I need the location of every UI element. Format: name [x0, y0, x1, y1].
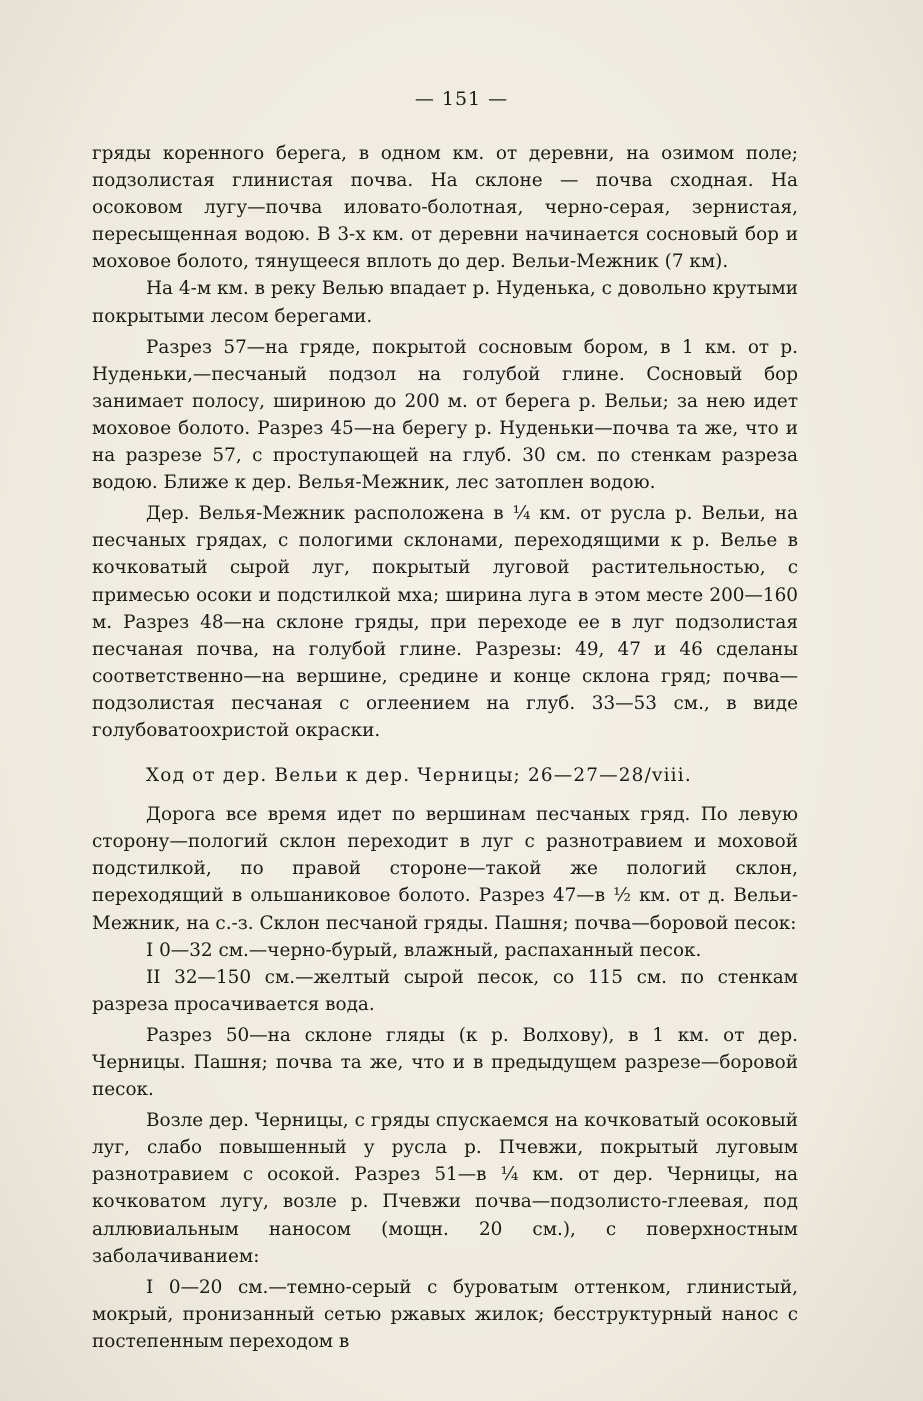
- paragraph-section-57: Разрез 57—на гряде, покрытой сосновым бором, в 1 км. от р. Нуденьки,—песчаный подзол на голубой глине. Сосновый бор занимает полосу, шириною до 200 м. от берега р. Вельи; за нею идет моховое болото. Разрез 45—на берегу р. Нуденьки—почва та же, что и на разрезе 57, с проступающей на глуб. 30 см. по стенкам разреза водою. Ближе к дер. Велья-Межник, лес затоплен водою.: [92, 336, 798, 494]
- paragraph-velya-mezhnik: Дер. Велья-Межник расположена в ¼ км. от русла р. Вельи, на песчаных грядах, с пологими склонами, переходящими к р. Велье в кочковатый сырой луг, покрытый луговой растительностью, с примесью осоки и подстилкой мха; ширина луга в этом месте 200—160 м. Разрез 48—на склоне гряды, при переходе ее в луг подзолистая песчаная почва, на голубой глине. Разрезы: 49, 47 и 46 сделаны соответственно—на вершине, средине и конце склона гряд; почва—подзолистая песчаная с оглеением на глуб. 33—53 см., в виде голубоватоохристой окраски.: [92, 503, 798, 741]
- horizon-ii-section-47: II 32—150 см.—желтый сырой песок, со 115 см. по стенкам разреза просачивается вода.: [92, 966, 798, 1015]
- horizon-i-section-51: I 0—20 см.—темно-серый с буроватым оттенком, глинистый, мокрый, пронизанный сетью ржавых жилок; бесструктурный нанос с постепенным переходом в: [92, 1276, 798, 1352]
- page-number: — 151 —: [414, 88, 509, 110]
- paragraph-section-50: Разрез 50—на склоне гляды (к р. Волхову), в 1 км. от дер. Черницы. Пашня; почва та же, что и в предыдущем разрезе—боровой песок.: [92, 1024, 798, 1101]
- body-text: [92, 140, 798, 1355]
- paragraph-nudenka-river: На 4-м км. в реку Велью впадает р. Нуденька, с довольно крутыми покрытыми лесом берегами.: [92, 278, 798, 327]
- paragraph-chernitsy: Возле дер. Черницы, с гряды спускаемся на кочковатый осоковый луг, слабо повышенный у русла р. Пчевжи, покрытый луговым разнотравием с осокой. Разрез 51—в ¼ км. от дер. Черницы, на кочковатом лугу, возле р. Пчевжи почва—подзолисто-глеевая, под аллювиальным наносом (мощн. 20 см.), с поверхностным заболачиванием:: [92, 1110, 798, 1267]
- paragraph-road: Дорога все время идет по вершинам песчаных гряд. По левую сторону—пологий склон переходит в луг с разнотравием и моховой подстилкой, по правой стороне—такой же пологий склон, переходящий в ольшаниковое болото. Разрез 47—в ½ км. от д. Вельи-Межник, на с.-з. Склон песчаной гряды. Пашня; почва—боровой песок:: [92, 804, 798, 934]
- route-heading: Ход от дер. Вельи к дер. Черницы; 26—27—28/viii.: [146, 765, 692, 787]
- horizon-i-section-47: I 0—32 см.—черно-бурый, влажный, распаханный песок.: [146, 939, 702, 961]
- paragraph-continued: гряды коренного берега, в одном км. от деревни, на озимом поле; подзолистая глинистая почва. На склоне — почва сходная. На осоковом лугу—почва иловато-болотная, черно-серая, зернистая, пересыщенная водою. В 3-х км. от деревни начинается сосновый бор и моховое болото, тянущееся вплоть до дер. Вельи-Межник (7 км).: [92, 143, 798, 273]
